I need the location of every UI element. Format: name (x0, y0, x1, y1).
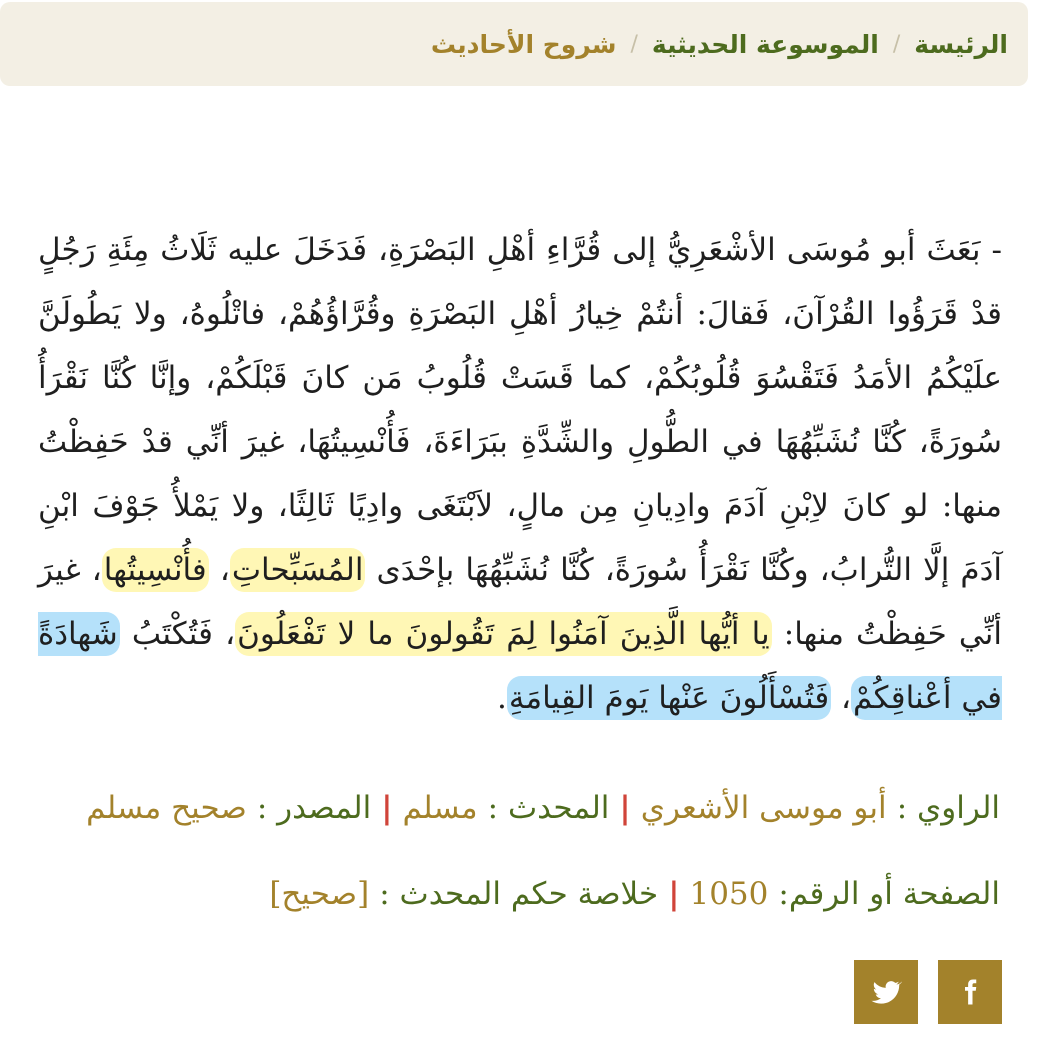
facebook-icon (955, 977, 985, 1007)
source-link[interactable]: صحيح مسلم (86, 790, 247, 826)
highlight-blue: شَهادَةً في أعْناقِكُمْ (38, 612, 1002, 720)
twitter-icon (870, 976, 902, 1008)
narrator-link[interactable]: أبو موسى الأشعري (640, 790, 887, 826)
hadith-text (38, 218, 1002, 730)
muhaddith-label: المحدث : (487, 790, 610, 826)
narrator-label: الراوي : (896, 790, 1000, 826)
ruling-grade: [صحيح] (269, 876, 370, 912)
breadcrumb-separator: / (630, 31, 638, 57)
hadith-text-segment: - بَعَثَ أبو مُوسَى الأشْعَرِيُّ إلى قُرَّاءِ أهْلِ البَصْرَةِ، فَدَخَلَ عليه ثَلَاثُ مِئَةِ رَجُلٍ قدْ قَرَؤُوا القُرْآنَ، فَقالَ: أنتُمْ خِيارُ أهْلِ البَصْرَةِ وقُرَّاؤُهُمْ، فاتْلُوهُ، ولا يَطُولَنَّ علَيْكُمُ الأمَدُ فَتَقْسُوَ قُلُوبُكُمْ، كما قَسَتْ قُلُوبُ مَن كانَ قَبْلَكُمْ، وإنَّا كُنَّا نَقْرَأُ سُورَةً، كُنَّا نُشَبِّهُهَا في الطُّولِ والشِّدَّةِ ببَرَاءَةَ، فَأُنْسِيتُهَا، غيرَ أنِّي قدْ حَفِظْتُ منها: لو كانَ لاِبْنِ آدَمَ وادِيانِ مِن مالٍ، لاَبْتَغَى وادِيًا ثَالِثًا، ولا يَمْلأُ جَوْفَ ابْنِ آدَمَ إلَّا التُّرابُ، وكُنَّا نَقْرَأُ سُورَةً، كُنَّا نُشَبِّهُهَا بإحْدَى (38, 232, 1003, 588)
breadcrumb-encyclopedia-link[interactable]: الموسوعة الحديثية (651, 29, 879, 59)
twitter-share-button[interactable] (854, 960, 918, 1024)
breadcrumb-current: شروح الأحاديث (430, 29, 617, 59)
breadcrumb-separator: / (892, 31, 901, 57)
hadith-text-segment: ، غيرَ أنِّي حَفِظْتُ منها: (38, 552, 1002, 652)
highlight-yellow: فأُنْسِيتُها (102, 548, 209, 592)
separator-bar: | (381, 790, 393, 826)
hadith-text-segment: ، (831, 680, 851, 716)
highlight-yellow: يا أيُّها الَّذِينَ آمَنُوا لِمَ تَقُولونَ ما لا تَفْعَلُونَ (235, 612, 772, 656)
muhaddith-link[interactable]: مسلم (402, 790, 478, 826)
highlight-blue: فَتُسْأَلُونَ عَنْها يَومَ القِيامَةِ (507, 676, 831, 720)
page-number: 1050 (689, 876, 769, 912)
hadith-source-info (86, 790, 1000, 826)
hadith-text-segment: . (497, 680, 507, 716)
page-number-label: الصفحة أو الرقم: (778, 876, 1000, 912)
hadith-text-segment: ، فَتُكْتَبُ (119, 616, 236, 652)
separator-bar: | (668, 876, 680, 912)
breadcrumb (0, 2, 1028, 86)
hadith-grade-info (269, 876, 1000, 912)
separator-bar: | (619, 790, 631, 826)
ruling-label: خلاصة حكم المحدث : (379, 876, 659, 912)
facebook-share-button[interactable] (938, 960, 1002, 1024)
breadcrumb-home-link[interactable]: الرئيسة (914, 29, 1008, 59)
hadith-text-segment: ، (208, 552, 230, 588)
highlight-yellow: المُسَبِّحاتِ (230, 548, 366, 592)
source-label: المصدر : (256, 790, 372, 826)
